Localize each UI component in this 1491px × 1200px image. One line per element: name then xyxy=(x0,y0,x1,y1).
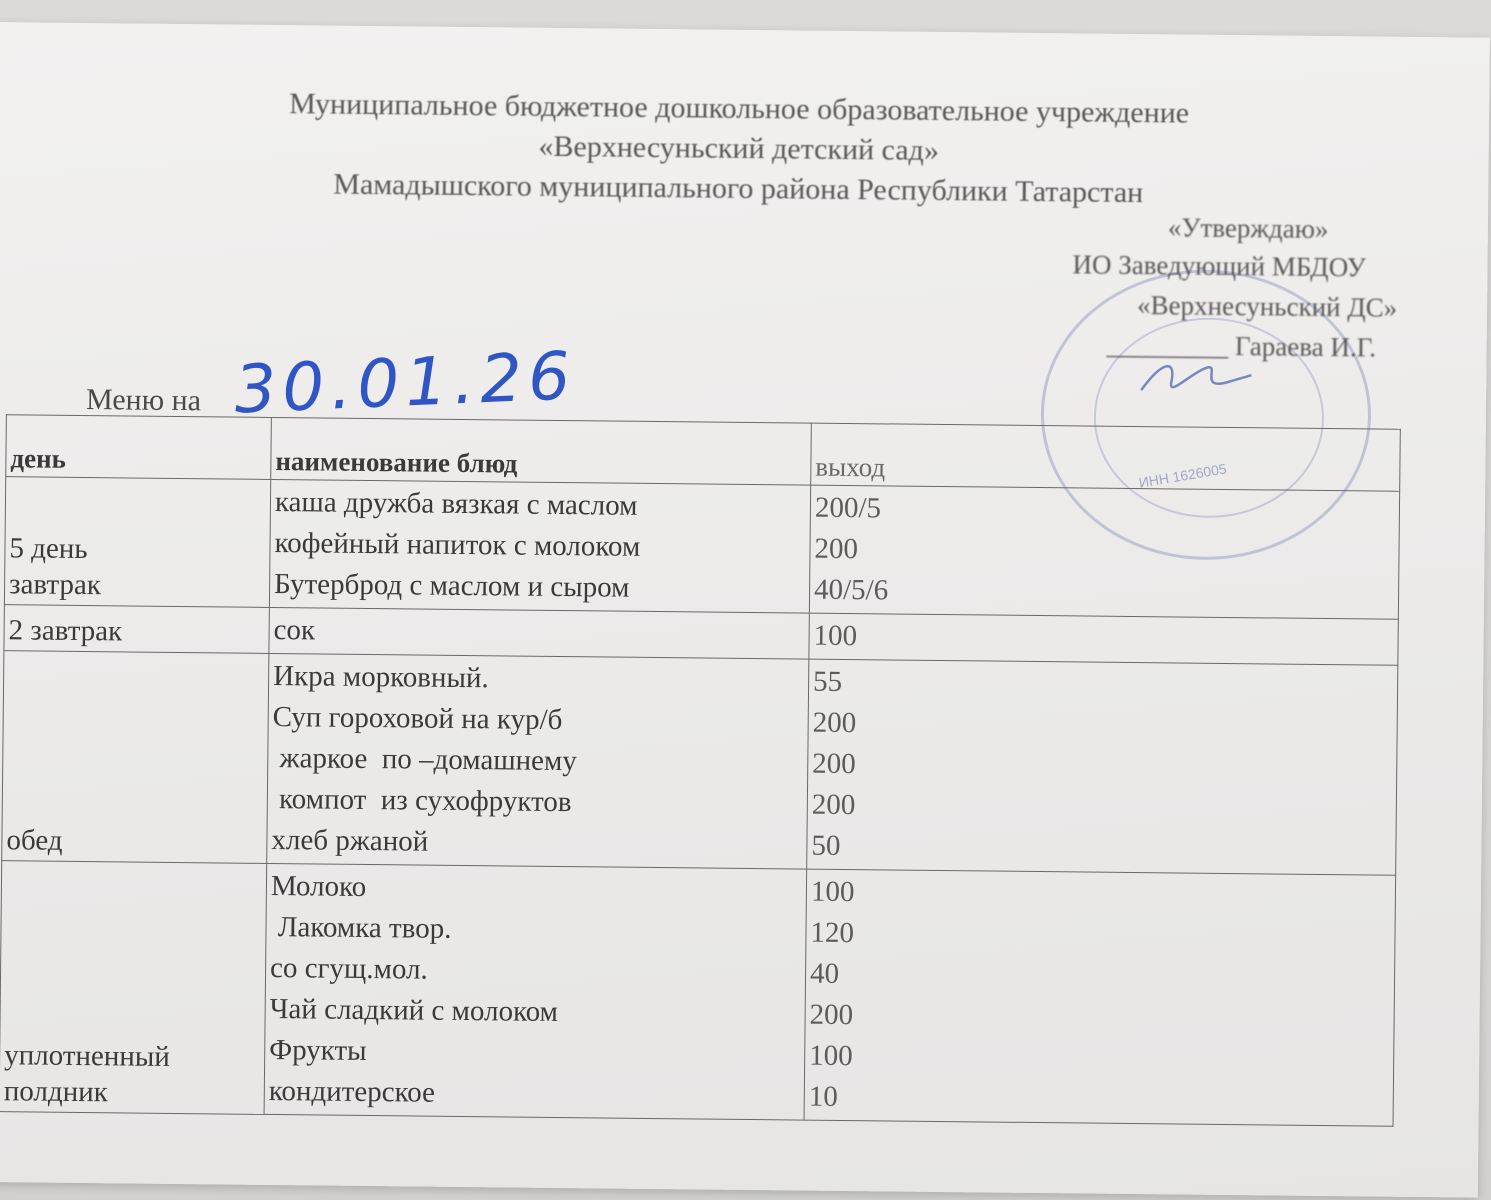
day-cell xyxy=(0,861,267,1115)
dish-name: Суп гороховой на кур/б xyxy=(272,700,563,737)
day-label: уплотненный xyxy=(4,1039,171,1073)
output-value: 55 xyxy=(812,665,843,698)
institution-name-line-3: Мамадышского муниципального района Республики Татарстан xyxy=(333,167,1144,210)
output-value: 40/5/6 xyxy=(813,573,889,607)
output-value: 120 xyxy=(810,916,855,950)
output-value: 100 xyxy=(813,619,858,653)
dish-name: Бутерброд с маслом и сыром xyxy=(273,568,630,604)
approval-line-1: «Утверждаю» xyxy=(1167,212,1329,245)
dish-name: сок xyxy=(273,614,316,647)
output-value: 200 xyxy=(809,998,854,1032)
dish-name: Молоко xyxy=(270,869,367,903)
dish-name: Лакомка твор. xyxy=(270,910,452,945)
output-cell xyxy=(807,659,1398,875)
output-value: 200 xyxy=(812,747,856,781)
table-row xyxy=(4,477,1399,620)
output-value: 100 xyxy=(809,1039,853,1073)
day-cell xyxy=(2,651,269,864)
day-cell xyxy=(4,605,269,654)
dish-name: компот из сухофруктов xyxy=(271,782,572,819)
table-row xyxy=(0,861,1396,1127)
menu-table xyxy=(0,414,1401,1127)
approval-line-3: «Верхнесуньский ДС» xyxy=(1136,290,1398,323)
stamp-text: ИНН 1626005 xyxy=(1137,460,1228,491)
output-cell xyxy=(804,869,1396,1126)
dish-cell xyxy=(269,479,810,613)
dish-name: кофейный напиток с молоком xyxy=(274,527,641,563)
output-value: 200/5 xyxy=(814,491,882,525)
header-day: день xyxy=(6,415,272,480)
day-label: 2 завтрак xyxy=(8,614,123,648)
dish-cell xyxy=(269,607,809,659)
signature-icon xyxy=(1136,352,1257,403)
dish-name: Икра морковный. xyxy=(272,660,489,695)
dish-cell xyxy=(267,653,809,869)
dish-cell xyxy=(264,863,807,1120)
approval-line-2: ИО Заведующий МБДОУ xyxy=(1072,249,1366,283)
output-value: 10 xyxy=(808,1080,838,1113)
dish-name: Фрукты xyxy=(269,1033,367,1067)
dish-name: хлеб ржаной xyxy=(271,823,429,858)
output-cell xyxy=(809,485,1399,619)
approval-line-4: _________ Гараева И.Г. xyxy=(1106,329,1377,363)
header-output: выход xyxy=(811,423,1401,491)
day-label: полдник xyxy=(3,1075,108,1109)
dish-name: Чай сладкий с молоком xyxy=(269,992,559,1029)
dish-name: каша дружба вязкая с маслом xyxy=(274,486,638,522)
institution-name-line-2: «Верхнесуньский детский сад» xyxy=(538,129,940,167)
menu-label: Меню на xyxy=(85,383,202,418)
menu-document xyxy=(0,22,1490,1198)
output-cell xyxy=(809,613,1398,665)
institution-name-line-1: Муниципальное бюджетное дошкольное образовательное учреждение xyxy=(288,87,1190,130)
day-label: завтрак xyxy=(8,568,102,602)
day-label: обед xyxy=(6,824,63,857)
output-value: 200 xyxy=(811,788,856,822)
dish-name: кондитерское xyxy=(268,1074,436,1109)
output-value: 200 xyxy=(814,532,859,566)
table-row xyxy=(2,651,1398,876)
menu-date: 30.01.26 xyxy=(232,337,578,429)
output-value: 100 xyxy=(810,875,855,909)
dish-name: жаркое по –домашнему xyxy=(272,741,578,778)
output-value: 200 xyxy=(812,706,857,740)
header-dish: наименование блюд xyxy=(271,417,812,485)
day-cell xyxy=(4,477,270,608)
dish-name: со сгущ.мол. xyxy=(269,951,428,986)
output-value: 40 xyxy=(809,957,840,990)
day-label: 5 день xyxy=(9,532,88,566)
output-value: 50 xyxy=(811,829,841,862)
